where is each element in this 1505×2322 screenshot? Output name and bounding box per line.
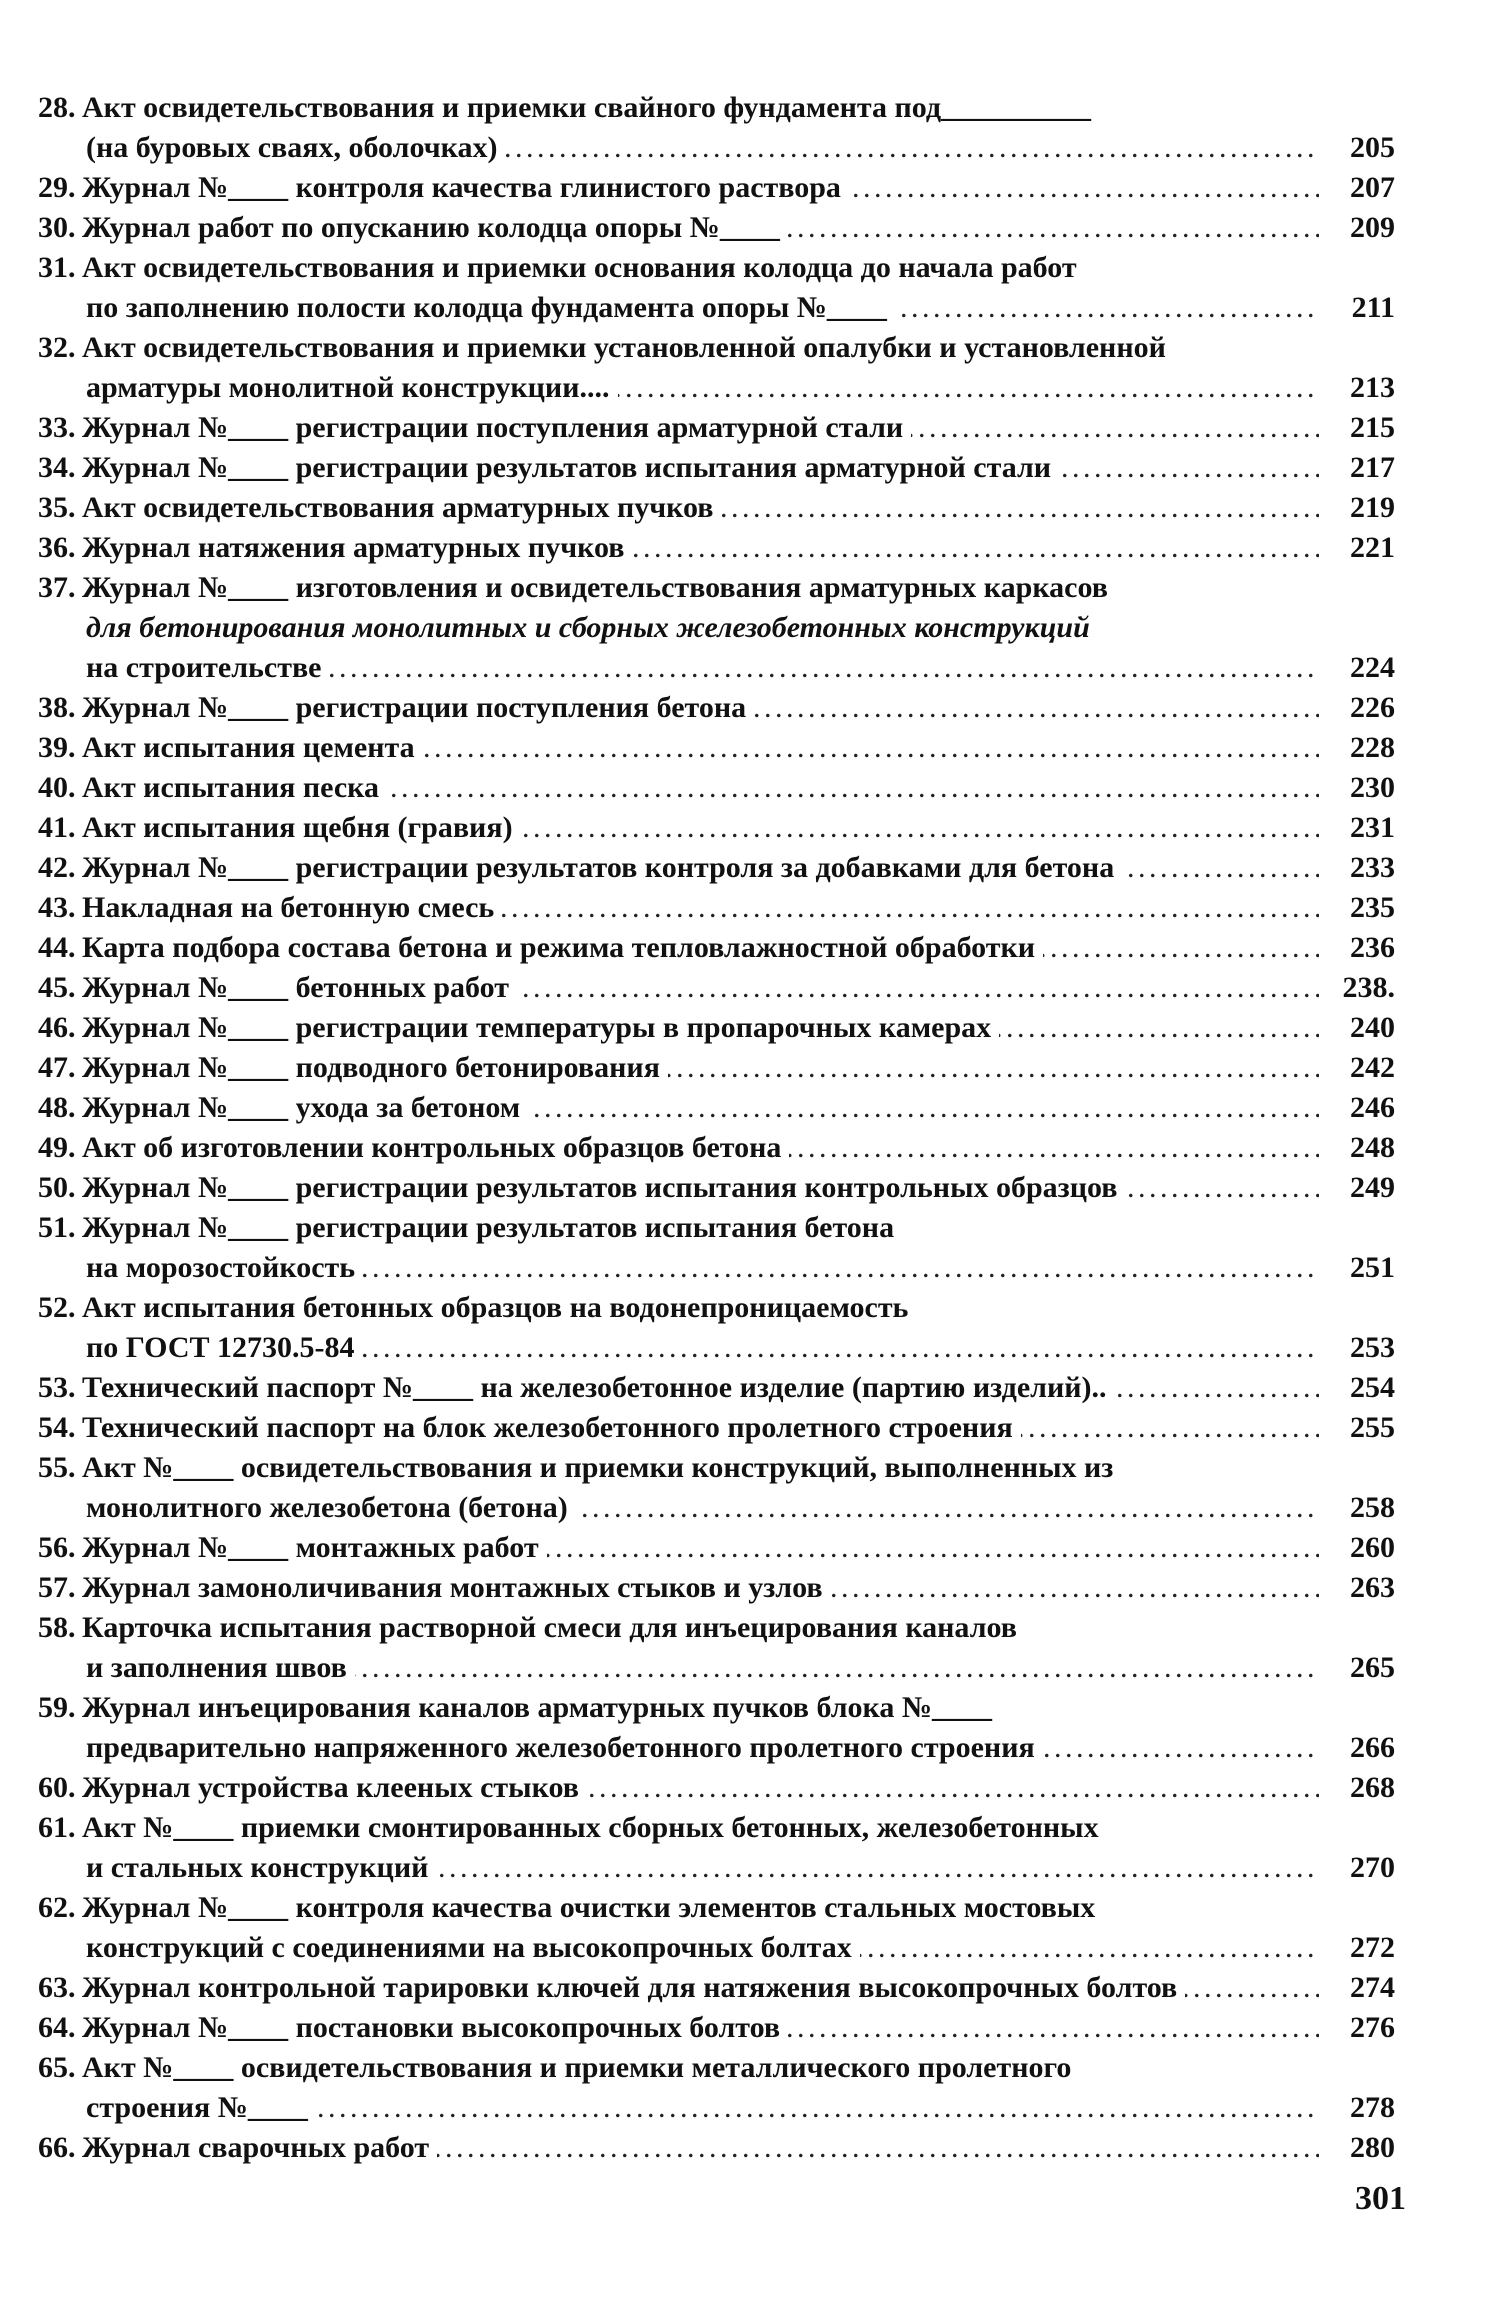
toc-entry-title: строения №____ bbox=[86, 2091, 316, 2124]
toc-entry-title: Акт испытания бетонных образцов на водонепроницаемость bbox=[82, 1291, 916, 1324]
toc-entry-number: 35. bbox=[38, 491, 76, 524]
toc-entry-line bbox=[0, 1088, 1505, 1128]
toc-entry-number: 54. bbox=[38, 1411, 76, 1444]
toc-entry bbox=[0, 328, 1505, 408]
toc-entry-title: Акт об изготовлении контрольных образцов бетона bbox=[82, 1131, 789, 1164]
toc-entry-title: Журнал №____ регистрации результатов испытания арматурной стали bbox=[82, 451, 1059, 484]
toc-entry-title: Журнал натяжения арматурных пучков bbox=[82, 531, 632, 564]
toc-entry-number: 62. bbox=[38, 1891, 76, 1924]
toc-entry-number: 41. bbox=[38, 811, 76, 844]
toc-entry-line bbox=[0, 848, 1505, 888]
toc-entry-title: Журнал №____ регистрации результатов испытания бетона bbox=[82, 1211, 902, 1244]
toc-entry-number: 44. bbox=[38, 931, 76, 964]
toc-entry bbox=[0, 1208, 1505, 1288]
toc-entry bbox=[0, 1608, 1505, 1688]
toc-entry-number: 59. bbox=[38, 1691, 76, 1724]
toc-entry-text bbox=[86, 1328, 1375, 1368]
toc-entry-title: Журнал №____ регистрации температуры в пропарочных камерах bbox=[82, 1011, 999, 1044]
toc-entry-page: 230 bbox=[1319, 768, 1395, 808]
toc-entry-text bbox=[82, 528, 1375, 568]
toc-entry bbox=[0, 1448, 1505, 1528]
toc-entry-line bbox=[0, 1968, 1505, 2008]
toc-entry-number: 43. bbox=[38, 891, 76, 924]
toc-entry-number: 57. bbox=[38, 1571, 76, 1604]
toc-entry bbox=[0, 248, 1505, 328]
toc-entry-line bbox=[0, 408, 1505, 448]
toc-entry-number: 28. bbox=[38, 91, 76, 124]
toc-entry-line bbox=[0, 688, 1505, 728]
toc-entry-line bbox=[0, 1328, 1505, 1368]
toc-entry-line bbox=[0, 968, 1505, 1008]
toc-entry-text bbox=[86, 1728, 1375, 1768]
toc-entry bbox=[0, 168, 1505, 208]
toc-entry-page: 242 bbox=[1319, 1048, 1395, 1088]
toc-entry-line bbox=[0, 248, 1505, 288]
toc-entry-page: 255 bbox=[1319, 1408, 1395, 1448]
toc-entry-number: 30. bbox=[38, 211, 76, 244]
toc-entry-text bbox=[82, 328, 1375, 368]
toc-entry-text bbox=[82, 248, 1375, 288]
toc-entry-number: 51. bbox=[38, 1211, 76, 1244]
toc-entry-title: Журнал №____ подводного бетонирования bbox=[82, 1051, 668, 1084]
toc-entry-text bbox=[86, 1648, 1375, 1688]
toc-entry-text bbox=[82, 888, 1375, 928]
toc-entry-text bbox=[86, 1848, 1375, 1888]
toc-entry-line bbox=[0, 1688, 1505, 1728]
toc-entry-number: 32. bbox=[38, 331, 76, 364]
toc-entry bbox=[0, 1128, 1505, 1168]
toc-entry-number: 64. bbox=[38, 2011, 76, 2044]
toc-entry-text bbox=[86, 1248, 1375, 1288]
toc-entry-line bbox=[0, 528, 1505, 568]
toc-entry-number: 61. bbox=[38, 1811, 76, 1844]
toc-entry-line bbox=[0, 288, 1505, 328]
toc-entry bbox=[0, 1768, 1505, 1808]
toc-entry-line bbox=[0, 1568, 1505, 1608]
toc-entry-text bbox=[86, 2088, 1375, 2128]
toc-entry-text bbox=[82, 1808, 1375, 1848]
toc-entry-title: Журнал сварочных работ bbox=[82, 2131, 437, 2164]
toc-entry-title: Акт освидетельствования и приемки свайного фундамента под__________ bbox=[82, 91, 1099, 124]
toc-entry-line bbox=[0, 648, 1505, 688]
toc-entry-title: Журнал инъецирования каналов арматурных пучков блока №____ bbox=[82, 1691, 1000, 1724]
toc-entry bbox=[0, 768, 1505, 808]
toc-entry-number: 58. bbox=[38, 1611, 76, 1644]
toc-entry-line bbox=[0, 488, 1505, 528]
toc-entry-number: 52. bbox=[38, 1291, 76, 1324]
toc-entry-page: 224 bbox=[1319, 648, 1395, 688]
toc-entry-title: по заполнению полости колодца фундамента опоры №____ bbox=[86, 291, 895, 324]
toc-entry-number: 40. bbox=[38, 771, 76, 804]
toc-entry-title: Акт освидетельствования и приемки установленной опалубки и установленной bbox=[82, 331, 1174, 364]
toc-entry bbox=[0, 1808, 1505, 1888]
toc-entry-page: 253 bbox=[1319, 1328, 1395, 1368]
toc-entry-line bbox=[0, 1928, 1505, 1968]
toc-entry-number: 66. bbox=[38, 2131, 76, 2164]
toc-entry-number: 60. bbox=[38, 1771, 76, 1804]
toc-entry-text bbox=[82, 2048, 1375, 2088]
toc-entry-line bbox=[0, 1248, 1505, 1288]
toc-entry-text bbox=[82, 488, 1375, 528]
toc-entry-page: 265 bbox=[1319, 1648, 1395, 1688]
toc-entry-title: и заполнения швов bbox=[86, 1651, 355, 1684]
toc-entry bbox=[0, 968, 1505, 1008]
toc-entry-line bbox=[0, 448, 1505, 488]
toc-entry bbox=[0, 1528, 1505, 1568]
toc-entry-line bbox=[0, 1648, 1505, 1688]
toc-entry-title: по ГОСТ 12730.5-84 bbox=[86, 1331, 363, 1364]
toc-entry-line bbox=[0, 1288, 1505, 1328]
toc-entry-page: 228 bbox=[1319, 728, 1395, 768]
toc-entry-line bbox=[0, 168, 1505, 208]
toc-entry-title: арматуры монолитной конструкции.... bbox=[86, 371, 618, 404]
toc-entry-number: 50. bbox=[38, 1171, 76, 1204]
toc-entry-title: Акт №____ освидетельствования и приемки конструкций, выполненных из bbox=[82, 1451, 1121, 1484]
toc-entry-text bbox=[82, 768, 1375, 808]
toc-entry bbox=[0, 1688, 1505, 1768]
toc-entry-title: Журнал №____ регистрации поступления арматурной стали bbox=[82, 411, 911, 444]
toc-entry-text bbox=[82, 1888, 1375, 1928]
toc-entry-number: 56. bbox=[38, 1531, 76, 1564]
toc-entry-page: 274 bbox=[1319, 1968, 1395, 2008]
toc-entry-line bbox=[0, 728, 1505, 768]
toc-entry-page: 221 bbox=[1319, 528, 1395, 568]
toc-entry-title: Технический паспорт №____ на железобетонное изделие (партию изделий).. bbox=[82, 1371, 1115, 1404]
toc-entry-line bbox=[0, 368, 1505, 408]
toc-entry-page: 246 bbox=[1319, 1088, 1395, 1128]
toc-entry-page: 236 bbox=[1319, 928, 1395, 968]
toc-entry-line bbox=[0, 1048, 1505, 1088]
toc-entry-title: Акт испытания песка bbox=[82, 771, 387, 804]
toc-entry-line bbox=[0, 2008, 1505, 2048]
toc-entry-line bbox=[0, 1128, 1505, 1168]
toc-entry-title: Акт освидетельствования арматурных пучков bbox=[82, 491, 722, 524]
toc-entry-page: 272 bbox=[1319, 1928, 1395, 1968]
toc-entry-text bbox=[82, 1568, 1375, 1608]
toc-entry-title: (на буровых сваях, оболочках) bbox=[86, 131, 505, 164]
toc-entry-title: Журнал №____ контроля качества глинистого раствора bbox=[82, 171, 849, 204]
toc-entry-text bbox=[82, 1208, 1375, 1248]
toc-entry bbox=[0, 1288, 1505, 1368]
toc-entry-text bbox=[82, 968, 1375, 1008]
toc-entry-text bbox=[82, 168, 1375, 208]
toc-entry-text bbox=[82, 568, 1375, 608]
toc-entry-line bbox=[0, 1008, 1505, 1048]
toc-entry-page: 258 bbox=[1319, 1488, 1395, 1528]
toc-entry-text bbox=[86, 128, 1375, 168]
toc-entry-page: 270 bbox=[1319, 1848, 1395, 1888]
toc-entry-line bbox=[0, 328, 1505, 368]
toc-entry-text bbox=[86, 368, 1375, 408]
toc-entry-title: Журнал №____ контроля качества очистки элементов стальных мостовых bbox=[82, 1891, 1103, 1924]
toc-entry-page: 248 bbox=[1319, 1128, 1395, 1168]
toc-entry-text bbox=[82, 448, 1375, 488]
toc-entry-page: 205 bbox=[1319, 128, 1395, 168]
toc-entry-number: 49. bbox=[38, 1131, 76, 1164]
toc-entry-title: Журнал №____ постановки высокопрочных болтов bbox=[82, 2011, 788, 2044]
toc-entry-title: на морозостойкость bbox=[86, 1251, 363, 1284]
toc-entry-number: 65. bbox=[38, 2051, 76, 2084]
toc-entry-number: 33. bbox=[38, 411, 76, 444]
toc-entry-page: 219 bbox=[1319, 488, 1395, 528]
toc-entry-text bbox=[82, 208, 1375, 248]
toc-entry bbox=[0, 1368, 1505, 1408]
toc-entry bbox=[0, 1048, 1505, 1088]
toc-entry bbox=[0, 2128, 1505, 2168]
toc-entry-number: 63. bbox=[38, 1971, 76, 2004]
toc-entry-line bbox=[0, 2128, 1505, 2168]
toc-entry-title: Накладная на бетонную смесь bbox=[82, 891, 502, 924]
toc-entry-text bbox=[82, 1968, 1375, 2008]
toc-entry-title: Журнал №____ регистрации результатов контроля за добавками для бетона bbox=[82, 851, 1122, 884]
toc-entry-line bbox=[0, 888, 1505, 928]
toc-entry bbox=[0, 1888, 1505, 1968]
toc-entry-text bbox=[82, 728, 1375, 768]
toc-entry-page: 268 bbox=[1319, 1768, 1395, 1808]
toc-entry-line bbox=[0, 88, 1505, 128]
toc-entry-number: 42. bbox=[38, 851, 76, 884]
toc-entry-title: Журнал №____ изготовления и освидетельствования арматурных каркасов bbox=[82, 571, 1116, 604]
toc-entry-text bbox=[82, 1128, 1375, 1168]
toc-entry-line bbox=[0, 1488, 1505, 1528]
toc-entry-title: Акт освидетельствования и приемки основания колодца до начала работ bbox=[82, 251, 1085, 284]
toc-entry-line bbox=[0, 208, 1505, 248]
toc-entry-title: Журнал №____ регистрации результатов испытания контрольных образцов bbox=[82, 1171, 1125, 1204]
toc-entry-title: Карта подбора состава бетона и режима тепловлажностной обработки bbox=[82, 931, 1043, 964]
toc-entry-number: 39. bbox=[38, 731, 76, 764]
toc-entry-text bbox=[82, 1288, 1375, 1328]
toc-entry bbox=[0, 1968, 1505, 2008]
toc-entry-title: на строительстве bbox=[86, 651, 330, 684]
toc-entry-number: 45. bbox=[38, 971, 76, 1004]
toc-entry bbox=[0, 568, 1505, 688]
toc-entry-text bbox=[82, 1408, 1375, 1448]
toc-entry-title: Журнал замоноличивания монтажных стыков и узлов bbox=[82, 1571, 831, 1604]
toc-entry-title: и стальных конструкций bbox=[86, 1851, 436, 1884]
toc-entry-page: 266 bbox=[1319, 1728, 1395, 1768]
toc-entry-line bbox=[0, 568, 1505, 608]
toc-entry-title: Технический паспорт на блок железобетонного пролетного строения bbox=[82, 1411, 1021, 1444]
toc-entry-text bbox=[82, 1608, 1375, 1648]
toc-entry-number: 47. bbox=[38, 1051, 76, 1084]
toc-entry bbox=[0, 1408, 1505, 1448]
toc-entry-line bbox=[0, 1208, 1505, 1248]
toc-entry-page: 231 bbox=[1319, 808, 1395, 848]
toc-entry-line bbox=[0, 128, 1505, 168]
toc-entry bbox=[0, 2008, 1505, 2048]
toc-entry bbox=[0, 2048, 1505, 2128]
toc-entry-text bbox=[82, 1088, 1375, 1128]
toc-entry-text bbox=[86, 288, 1375, 328]
toc-entry-line bbox=[0, 1888, 1505, 1928]
toc-entry bbox=[0, 488, 1505, 528]
toc-entry-number: 46. bbox=[38, 1011, 76, 1044]
toc-entry-line bbox=[0, 1528, 1505, 1568]
toc-entry-page: 249 bbox=[1319, 1168, 1395, 1208]
toc-entry-text bbox=[82, 1368, 1375, 1408]
toc-entry-number: 37. bbox=[38, 571, 76, 604]
toc-entry-line bbox=[0, 928, 1505, 968]
toc-entry bbox=[0, 728, 1505, 768]
toc-entry-title: Акт №____ приемки смонтированных сборных бетонных, железобетонных bbox=[82, 1811, 1107, 1844]
toc-entry-title: конструкций с соединениями на высокопрочных болтах bbox=[86, 1931, 860, 1964]
toc-entry-title: для бетонирования монолитных и сборных железобетонных конструкций bbox=[86, 611, 1098, 644]
toc-entry-number: 34. bbox=[38, 451, 76, 484]
toc-entry-text bbox=[82, 1048, 1375, 1088]
toc-entry bbox=[0, 848, 1505, 888]
toc-entry bbox=[0, 928, 1505, 968]
toc-entry bbox=[0, 528, 1505, 568]
toc-entry-title: предварительно напряженного железобетонного пролетного строения bbox=[86, 1731, 1043, 1764]
toc-entry-title: Журнал №____ бетонных работ bbox=[82, 971, 517, 1004]
toc-entry bbox=[0, 688, 1505, 728]
toc-entry-text bbox=[86, 1488, 1375, 1528]
toc-entry-number: 55. bbox=[38, 1451, 76, 1484]
toc-entry-title: Карточка испытания растворной смеси для инъецирования каналов bbox=[82, 1611, 1025, 1644]
toc-entry-text bbox=[82, 1448, 1375, 1488]
toc-entry-line bbox=[0, 1408, 1505, 1448]
toc-entry-line bbox=[0, 1168, 1505, 1208]
toc-entry-line bbox=[0, 2088, 1505, 2128]
toc-entry-page: 240 bbox=[1319, 1008, 1395, 1048]
toc-entry bbox=[0, 1168, 1505, 1208]
toc-entry-text bbox=[82, 408, 1375, 448]
toc-entry-title: Журнал №____ ухода за бетоном bbox=[82, 1091, 528, 1124]
toc-entry bbox=[0, 888, 1505, 928]
toc-entry bbox=[0, 448, 1505, 488]
toc-entry-line bbox=[0, 1808, 1505, 1848]
toc-entry-title: Журнал работ по опусканию колодца опоры №____ bbox=[82, 211, 788, 244]
toc-entry-line bbox=[0, 1768, 1505, 1808]
toc-entry-text bbox=[82, 808, 1375, 848]
toc-entry-text bbox=[82, 2008, 1375, 2048]
toc-entry-title: монолитного железобетона (бетона) bbox=[86, 1491, 576, 1524]
toc-entry-page: 233 bbox=[1319, 848, 1395, 888]
toc-entry-line bbox=[0, 768, 1505, 808]
toc-entry-page: 278 bbox=[1319, 2088, 1395, 2128]
toc-entry-page: 213 bbox=[1319, 368, 1395, 408]
page-number: 301 bbox=[1355, 2180, 1406, 2217]
toc-entry-line bbox=[0, 1368, 1505, 1408]
toc-entry-page: 238. bbox=[1319, 968, 1395, 1008]
toc-entry-number: 38. bbox=[38, 691, 76, 724]
toc-entry-line bbox=[0, 1448, 1505, 1488]
toc-entry bbox=[0, 1568, 1505, 1608]
toc-entry bbox=[0, 208, 1505, 248]
toc-entry bbox=[0, 408, 1505, 448]
toc-entry-text bbox=[82, 1168, 1375, 1208]
toc-entry-line bbox=[0, 1848, 1505, 1888]
toc-entry-text bbox=[82, 1768, 1375, 1808]
toc-entry-title: Акт испытания щебня (гравия) bbox=[82, 811, 521, 844]
toc-entry-line bbox=[0, 808, 1505, 848]
toc-entry-line bbox=[0, 1608, 1505, 1648]
toc-entry-number: 48. bbox=[38, 1091, 76, 1124]
toc-entry-text bbox=[86, 648, 1375, 688]
toc-entry-title: Акт испытания цемента bbox=[82, 731, 423, 764]
toc-entry-text bbox=[82, 688, 1375, 728]
toc-entry-title: Акт №____ освидетельствования и приемки металлического пролетного bbox=[82, 2051, 1079, 2084]
toc-entry-text bbox=[82, 848, 1375, 888]
table-of-contents bbox=[0, 88, 1505, 2168]
toc-entry-page: 209 bbox=[1319, 208, 1395, 248]
toc-entry bbox=[0, 88, 1505, 168]
toc-entry-text bbox=[82, 88, 1375, 128]
toc-entry-text bbox=[82, 2128, 1375, 2168]
toc-entry-page: 207 bbox=[1319, 168, 1395, 208]
toc-entry-text bbox=[86, 1928, 1375, 1968]
toc-entry bbox=[0, 1008, 1505, 1048]
toc-entry-number: 31. bbox=[38, 251, 76, 284]
toc-entry-number: 29. bbox=[38, 171, 76, 204]
toc-entry-page: 276 bbox=[1319, 2008, 1395, 2048]
toc-entry-page: 226 bbox=[1319, 688, 1395, 728]
toc-entry-page: 235 bbox=[1319, 888, 1395, 928]
toc-entry-text bbox=[86, 608, 1375, 648]
toc-entry-page: 263 bbox=[1319, 1568, 1395, 1608]
toc-entry bbox=[0, 1088, 1505, 1128]
toc-entry-text bbox=[82, 928, 1375, 968]
toc-entry-title: Журнал контрольной тарировки ключей для натяжения высокопрочных болтов bbox=[82, 1971, 1185, 2004]
toc-entry-text bbox=[82, 1528, 1375, 1568]
toc-entry-title: Журнал №____ монтажных работ bbox=[82, 1531, 547, 1564]
toc-entry-title: Журнал устройства клееных стыков bbox=[82, 1771, 587, 1804]
toc-entry-line bbox=[0, 2048, 1505, 2088]
toc-entry-page: 251 bbox=[1319, 1248, 1395, 1288]
toc-entry-page: 217 bbox=[1319, 448, 1395, 488]
toc-entry-line bbox=[0, 608, 1505, 648]
toc-entry bbox=[0, 808, 1505, 848]
toc-entry-page: 280 bbox=[1319, 2128, 1395, 2168]
toc-entry-number: 36. bbox=[38, 531, 76, 564]
toc-entry-line bbox=[0, 1728, 1505, 1768]
toc-entry-page: 254 bbox=[1319, 1368, 1395, 1408]
toc-entry-page: 215 bbox=[1319, 408, 1395, 448]
toc-entry-page: 260 bbox=[1319, 1528, 1395, 1568]
toc-entry-text bbox=[82, 1688, 1375, 1728]
toc-entry-text bbox=[82, 1008, 1375, 1048]
toc-entry-title: Журнал №____ регистрации поступления бетона bbox=[82, 691, 754, 724]
toc-entry-number: 53. bbox=[38, 1371, 76, 1404]
toc-entry-page: 211 bbox=[1319, 288, 1395, 328]
